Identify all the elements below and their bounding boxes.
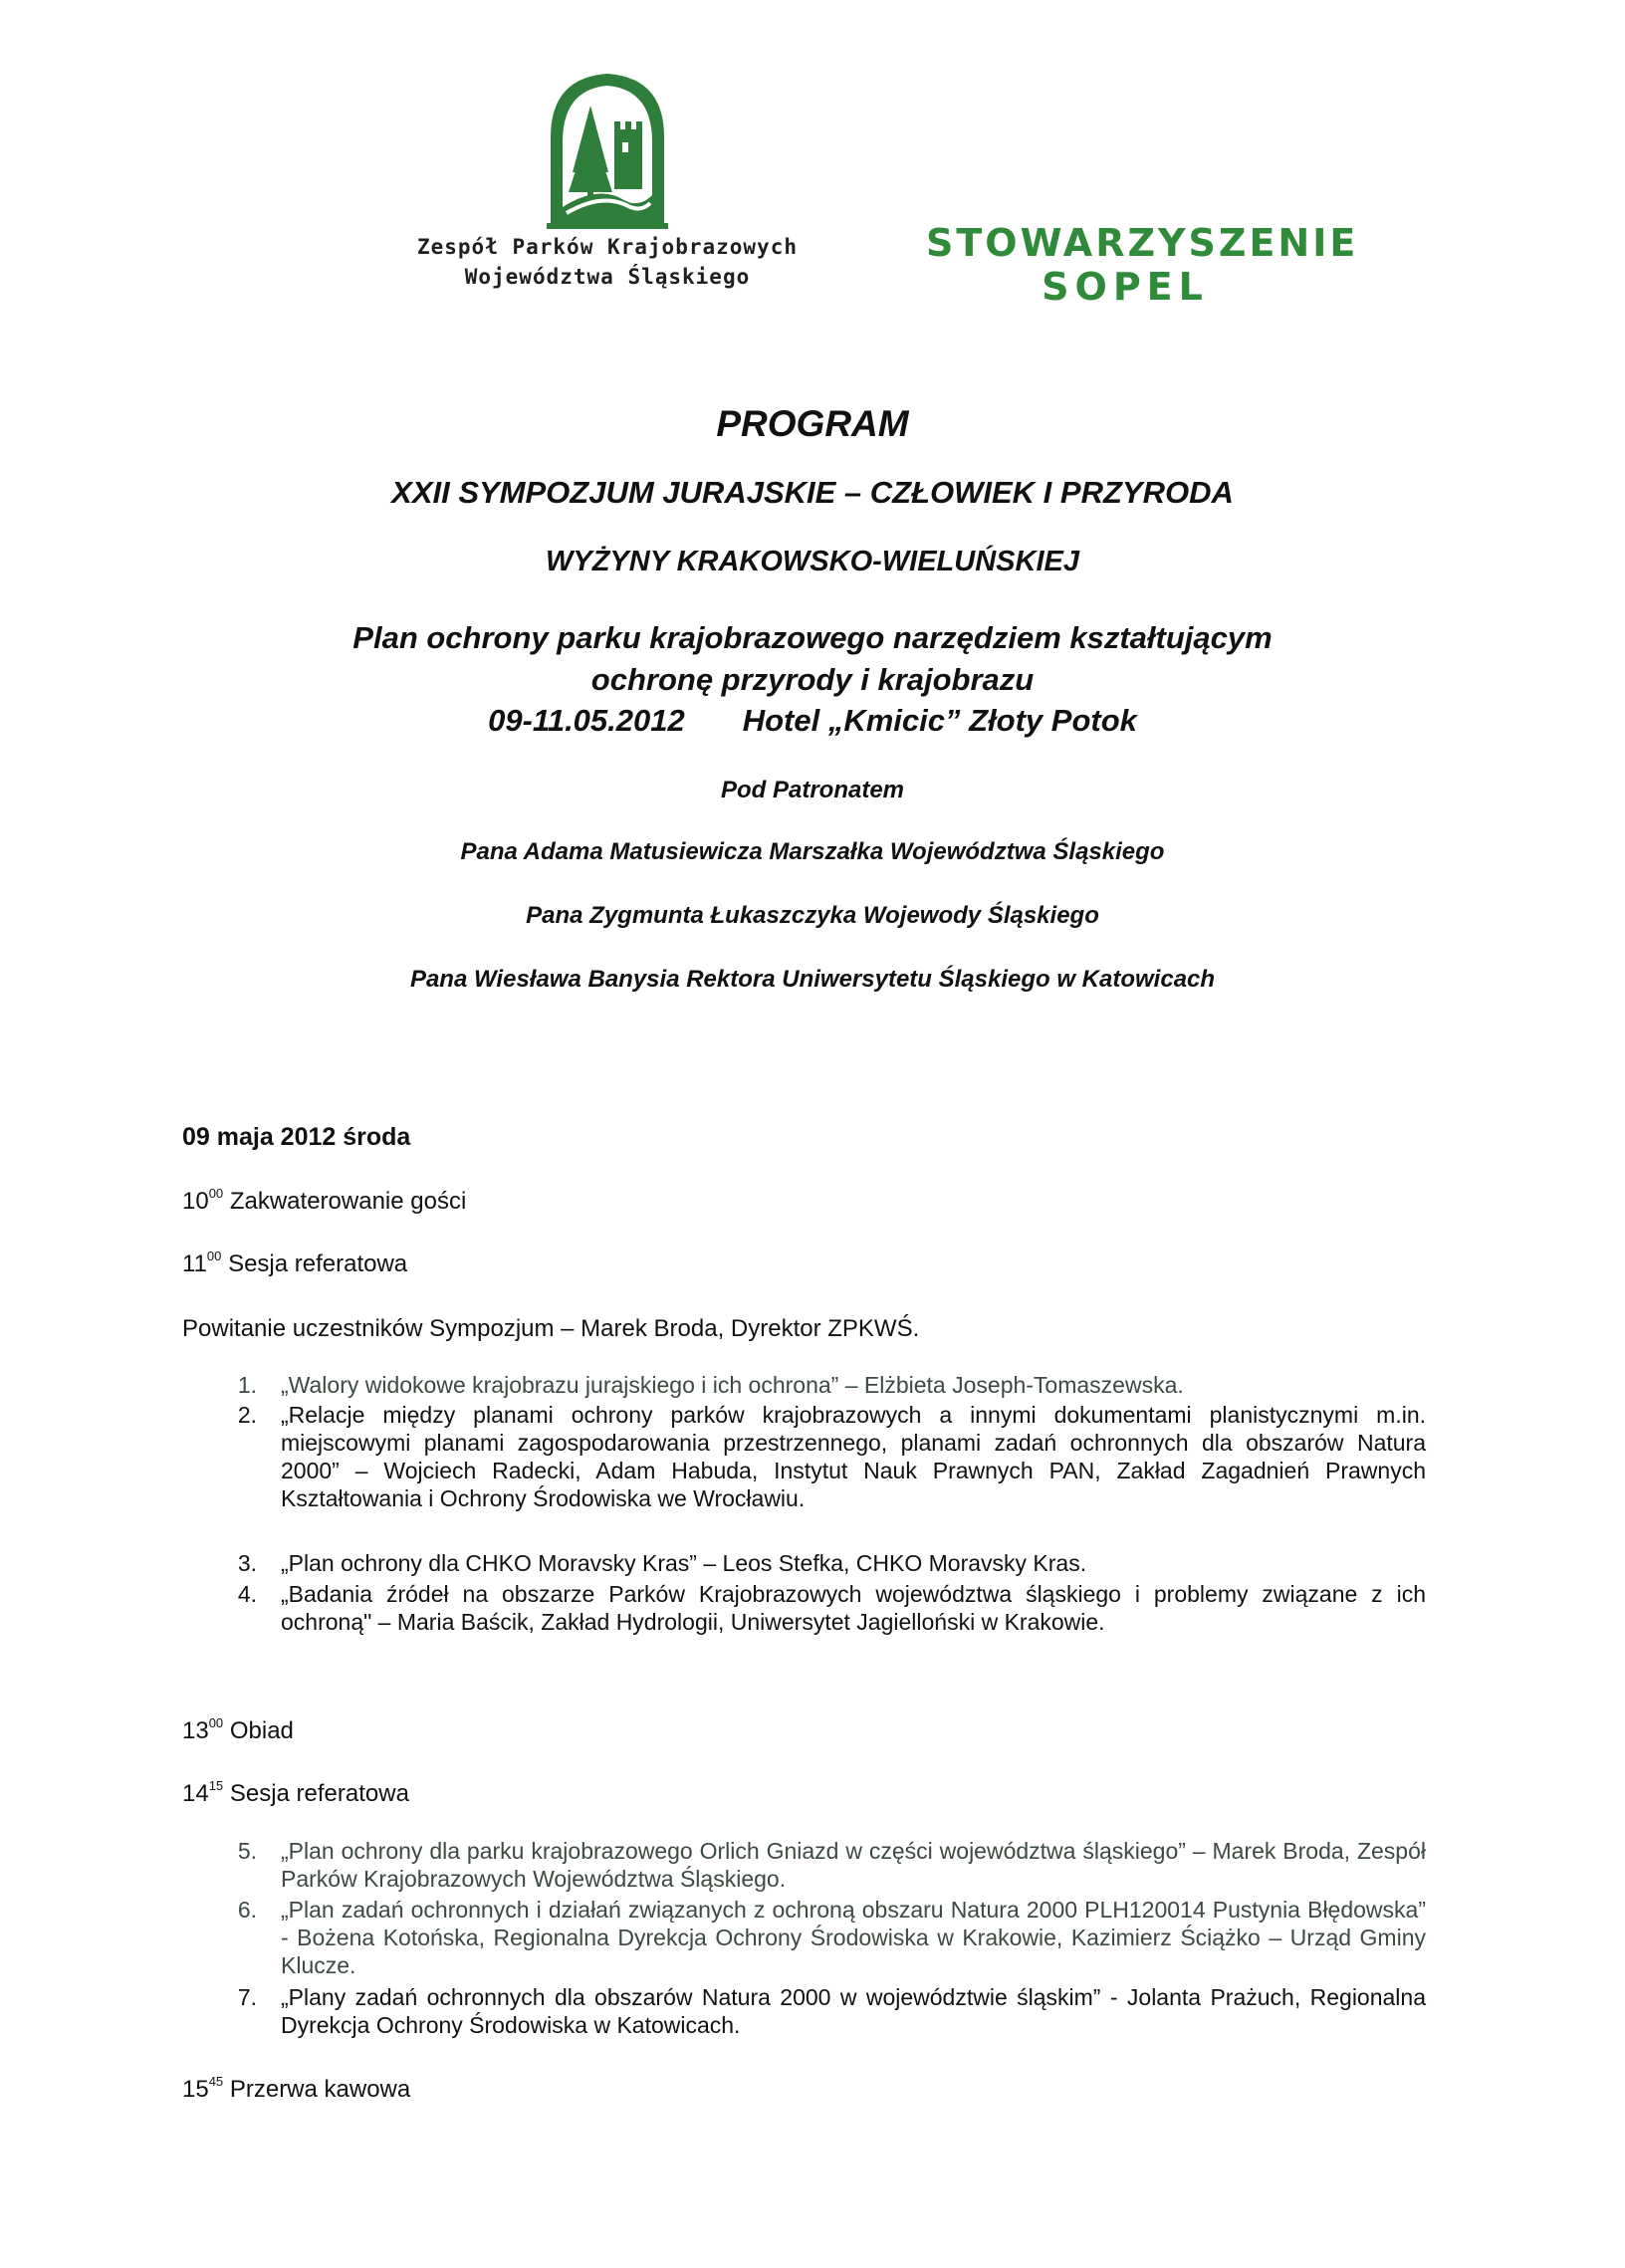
item-number: 7. xyxy=(237,1984,257,2010)
slot-minutes: 45 xyxy=(208,2074,224,2089)
date-venue-line xyxy=(0,703,1625,739)
slot-hour: 14 xyxy=(182,1780,209,1807)
welcome-line: Powitanie uczestników Sympozjum – Marek Broda, Dyrektor ZPKWŚ. xyxy=(182,1315,920,1342)
slot-label: Zakwaterowanie gości xyxy=(229,1188,467,1215)
agenda-item xyxy=(231,1983,1426,2039)
slot-minutes: 00 xyxy=(208,1186,224,1201)
slot-label: Przerwa kawowa xyxy=(229,2076,411,2103)
item-text: „Relacje między planami ochrony parków krajobrazowych a innymi dokumentami planistycznymi m.in. miejscowymi planami zagospodarowania przestrzennego, planami zadań ochronnych dla obszarów Natura 2000” – Wojciech Radecki, Adam Habuda, Instytut Nauk Prawnych PAN, Zakład Zagadnień Prawnych Kształtowania i Ochrony Środowiska we Wrocławiu. xyxy=(281,1402,1426,1511)
theme-line1: Plan ochrony parku krajobrazowego narzędziem kształtującym xyxy=(352,620,1273,655)
logo-sopel xyxy=(926,221,1359,309)
item-number: 1. xyxy=(237,1372,257,1398)
symposium-subtitle: WYŻYNY KRAKOWSKO-WIELUŃSKIEJ xyxy=(546,546,1079,577)
agenda-item xyxy=(231,1896,1426,1979)
agenda-item xyxy=(231,1837,1426,1893)
slot-minutes: 00 xyxy=(206,1248,222,1263)
day-heading: 09 maja 2012 środa xyxy=(182,1123,411,1151)
park-emblem-icon xyxy=(543,68,672,232)
slot-minutes: 15 xyxy=(208,1778,224,1793)
slot-hour: 15 xyxy=(182,2076,209,2103)
schedule-slot xyxy=(182,1188,466,1216)
schedule-slot xyxy=(182,1250,407,1278)
theme-line2: ochronę przyrody i krajobrazu xyxy=(590,662,1035,697)
logo-left-text xyxy=(378,232,836,292)
schedule-slot xyxy=(182,1717,294,1745)
agenda-item xyxy=(231,1371,1426,1399)
slot-label: Sesja referatowa xyxy=(229,1780,409,1807)
slot-minutes: 00 xyxy=(208,1715,224,1730)
agenda-item xyxy=(231,1549,1426,1577)
item-text: „Walory widokowe krajobrazu jurajskiego i ich ochrona” – Elżbieta Joseph-Tomaszewska. xyxy=(281,1372,1184,1398)
item-text: „Plan zadań ochronnych i działań związanych z ochroną obszaru Natura 2000 PLH120014 Pustynia Błędowska” - Bożena Kotońska, Regionalna Dyrekcja Ochrony Środowiska w Krakowie, Kazimierz Ściążko – Urząd Gminy Klucze. xyxy=(281,1897,1426,1978)
program-heading: PROGRAM xyxy=(716,403,909,444)
event-venue: Hotel „Kmicic” Złoty Potok xyxy=(742,703,1137,738)
slot-hour: 11 xyxy=(182,1250,207,1277)
item-text: „Plan ochrony dla parku krajobrazowego Orlich Gniazd w części województwa śląskiego” – Marek Broda, Zespół Parków Krajobrazowych Województwa Śląskiego. xyxy=(281,1838,1426,1892)
symposium-title: XXII SYMPOZJUM JURAJSKIE – CZŁOWIEK I PRZYRODA xyxy=(391,475,1234,510)
item-text: „Badania źródeł na obszarze Parków Krajobrazowych województwa śląskiego i problemy związane z ich ochroną" – Maria Baścik, Zakład Hydrologii, Uniwersytet Jagielloński w Krakowie. xyxy=(281,1581,1426,1635)
logo-left-line1: Zespół Parków Krajobrazowych xyxy=(416,235,798,259)
item-number: 6. xyxy=(237,1897,257,1923)
item-number: 4. xyxy=(237,1581,257,1607)
agenda-item xyxy=(231,1580,1426,1636)
slot-hour: 10 xyxy=(182,1188,209,1215)
item-number: 3. xyxy=(237,1550,257,1576)
patron-1: Pana Adama Matusiewicza Marszałka Województwa Śląskiego xyxy=(460,838,1165,865)
item-number: 2. xyxy=(237,1402,257,1428)
item-text: „Plan ochrony dla CHKO Moravsky Kras” – Leos Stefka, CHKO Moravsky Kras. xyxy=(281,1550,1087,1576)
slot-label: Sesja referatowa xyxy=(228,1250,408,1277)
patron-2: Pana Zygmunta Łukaszczyka Wojewody Śląskiego xyxy=(526,902,1099,929)
patronage-heading: Pod Patronatem xyxy=(720,777,905,803)
slot-hour: 13 xyxy=(182,1717,209,1744)
schedule-slot xyxy=(182,2076,410,2104)
schedule-slot xyxy=(182,1780,409,1808)
slot-label: Obiad xyxy=(229,1717,294,1744)
patron-3: Pana Wiesława Banysia Rektora Uniwersytetu Śląskiego w Katowicach xyxy=(409,966,1216,993)
logo-right-line1: STOWARZYSZENIE xyxy=(926,221,1359,265)
logo-left-line2: Województwa Śląskiego xyxy=(464,265,751,289)
item-number: 5. xyxy=(237,1838,257,1864)
logo-right-line2: SOPEL xyxy=(1042,265,1209,309)
event-date: 09-11.05.2012 xyxy=(488,703,685,738)
symposium-theme xyxy=(0,617,1625,701)
agenda-item xyxy=(231,1401,1426,1512)
item-text: „Plany zadań ochronnych dla obszarów Natura 2000 w województwie śląskim” - Jolanta Prażuch, Regionalna Dyrekcja Ochrony Środowiska w Katowicach. xyxy=(281,1984,1426,2038)
logo-zpkws xyxy=(378,68,836,307)
